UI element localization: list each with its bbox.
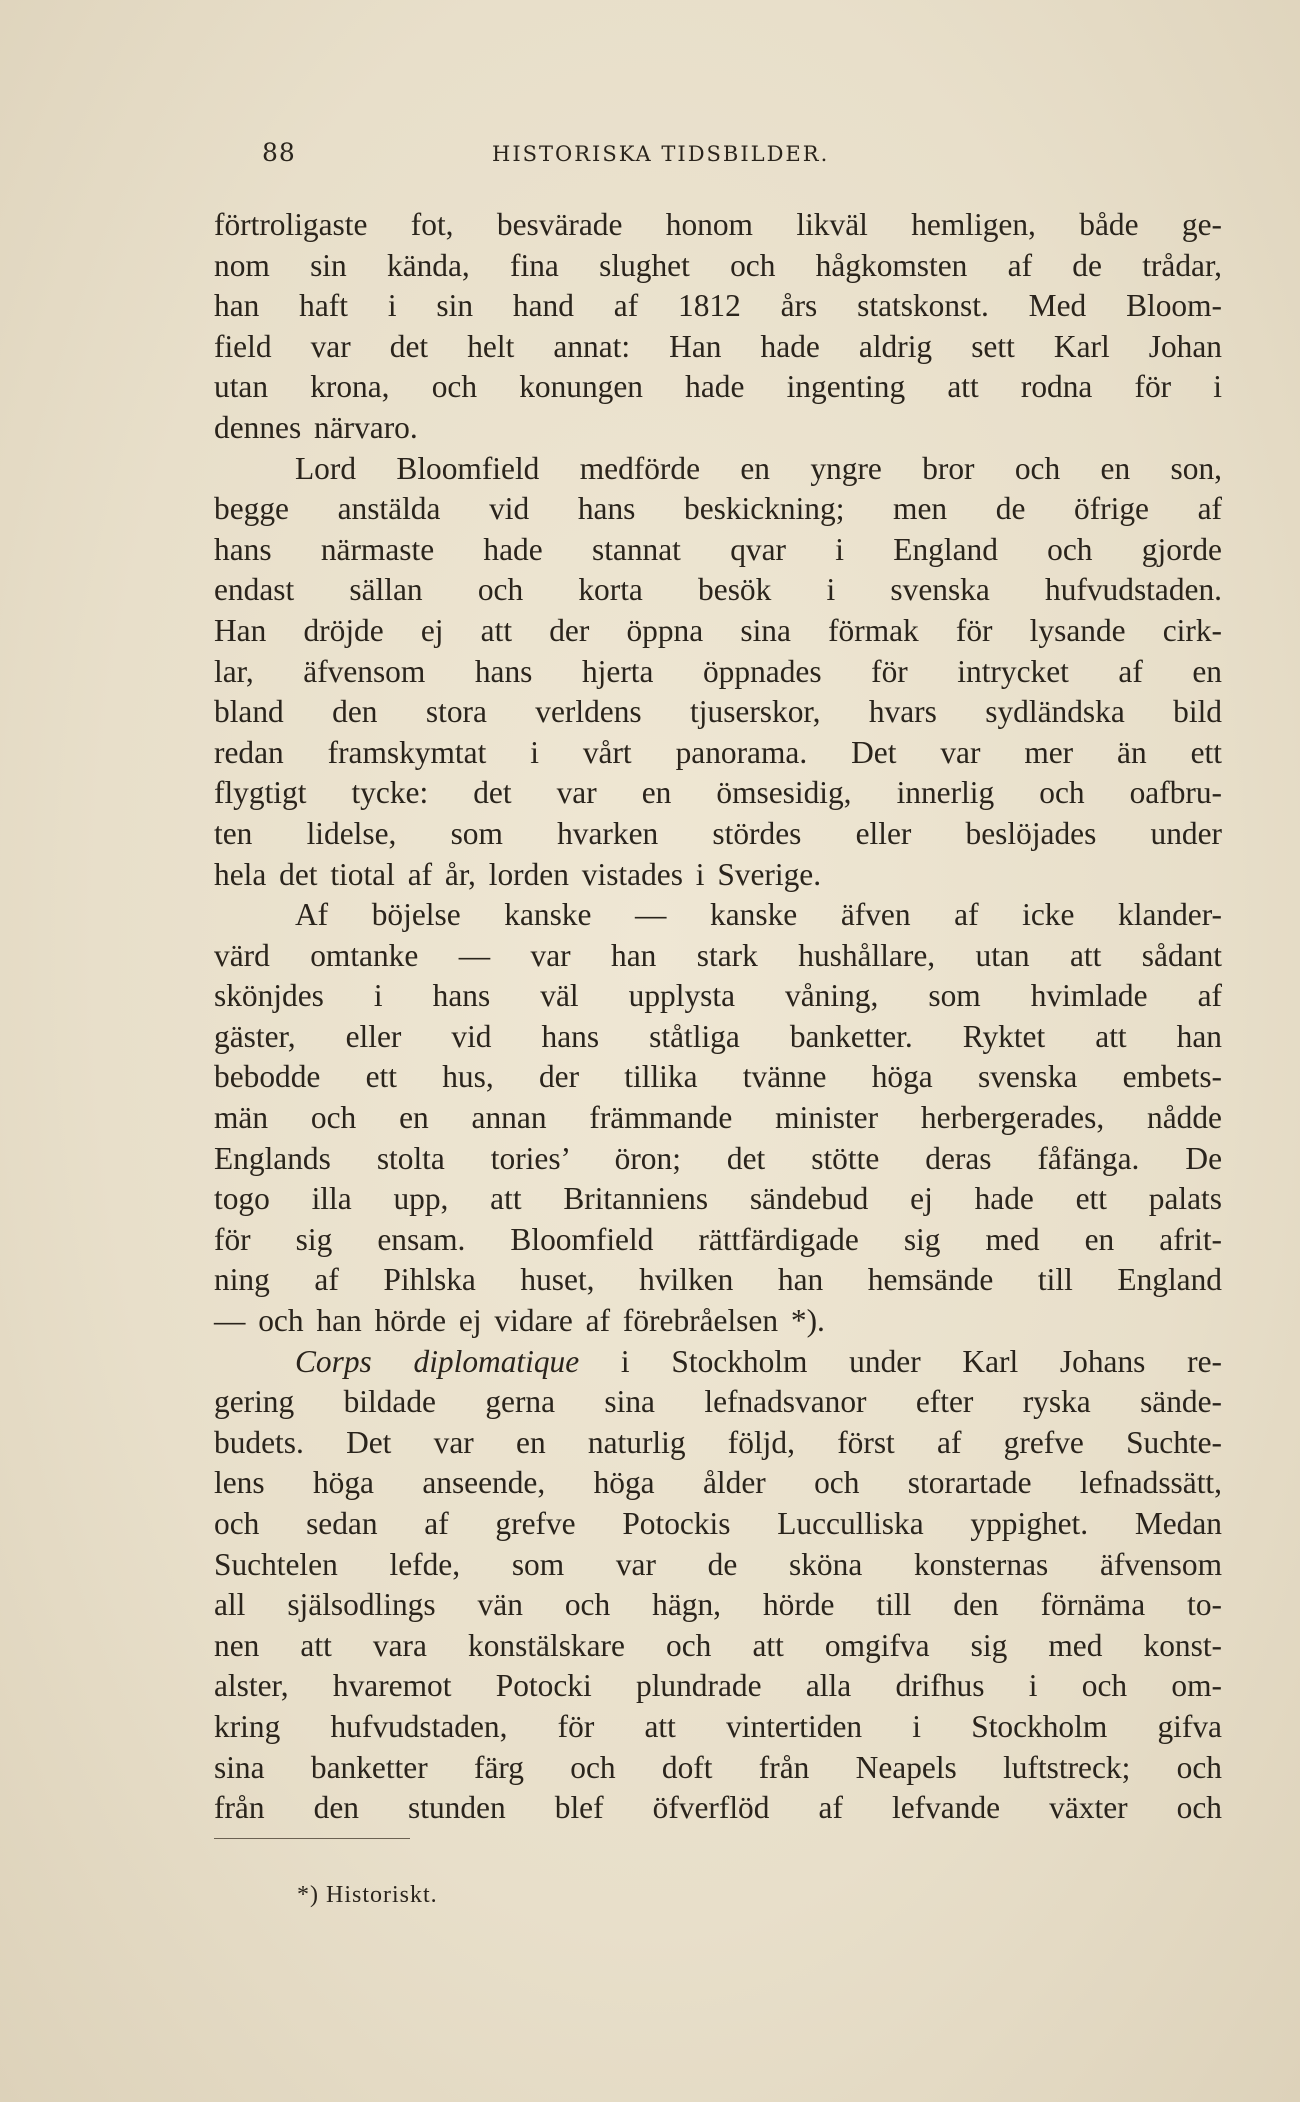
running-title: HISTORISKA TIDSBILDER. — [492, 142, 830, 166]
body-text — [214, 205, 1222, 1829]
text-line: för sig ensam. Bloomfield rättfärdigade sig med en afrit- — [214, 1221, 1222, 1257]
page-number: 88 — [262, 138, 296, 167]
text-line: field var det helt annat: Han hade aldrig sett Karl Johan — [214, 328, 1222, 364]
text-line: skönjdes i hans väl upplysta våning, som hvimlade af — [214, 978, 1222, 1014]
text-line: budets. Det var en naturlig följd, först af grefve Suchte- — [214, 1424, 1222, 1460]
text-line: flygtigt tycke: det var en ömsesidig, innerlig och oafbru- — [214, 775, 1222, 811]
footnote-rule — [214, 1838, 410, 1839]
text-line: endast sällan och korta besök i svenska hufvudstaden. — [214, 572, 1222, 608]
text-line: Suchtelen lefde, som var de sköna konsternas äfvensom — [214, 1546, 1222, 1582]
text-line — [214, 1342, 1222, 1383]
text-line: och sedan af grefve Potockis Lucculliska yppighet. Medan — [214, 1506, 1222, 1541]
text-line: gäster, eller vid hans ståtliga banketter. Ryktet att han — [214, 1018, 1222, 1054]
text-line: bebodde ett hus, der tillika tvänne höga svenska embets- — [214, 1059, 1222, 1095]
text-line: bland den stora verldens tjuserskor, hvars sydländska bild — [214, 694, 1222, 730]
text-line: Af böjelse kanske — kanske äfven af icke klander- — [295, 897, 1222, 933]
text-line: nom sin kända, fina slughet och hågkomsten af de trådar, — [214, 247, 1222, 283]
text-line: alster, hvaremot Potocki plundrade alla drifhus i och om- — [214, 1668, 1222, 1704]
text-line: — och han hörde ej vidare af förebråelsen *). — [214, 1303, 825, 1339]
text-line: sina banketter färg och doft från Neapels luftstreck; och — [214, 1749, 1222, 1785]
italic-phrase: Corps diplomatique — [295, 1343, 580, 1379]
footnote: *) Historiskt. — [297, 1882, 438, 1908]
text-line: redan framskymtat i vårt panorama. Det var mer än ett — [214, 734, 1222, 770]
text-line-rest: i Stockholm under Karl Johans re- — [579, 1343, 1222, 1379]
text-line: Lord Bloomfield medförde en yngre bror och en son, — [295, 450, 1222, 486]
text-line: ten lidelse, som hvarken stördes eller beslöjades under — [214, 815, 1222, 851]
text-line: förtroligaste fot, besvärade honom likväl hemligen, både ge- — [214, 207, 1222, 242]
text-line: ning af Pihlska huset, hvilken han hemsände till England — [214, 1262, 1222, 1298]
text-line: lens höga anseende, höga ålder och storartade lefnadssätt, — [214, 1465, 1222, 1501]
text-line: nen att vara konstälskare och att omgifva sig med konst- — [214, 1627, 1222, 1663]
text-line: män och en annan främmande minister herbergerades, nådde — [214, 1100, 1222, 1136]
text-line: togo illa upp, att Britanniens sändebud ej hade ett palats — [214, 1181, 1222, 1217]
text-line: utan krona, och konungen hade ingenting att rodna för i — [214, 369, 1222, 405]
text-line: gering bildade gerna sina lefnadsvanor efter ryska sände- — [214, 1384, 1222, 1420]
text-line: lar, äfvensom hans hjerta öppnades för intrycket af en — [214, 653, 1222, 689]
text-line: Han dröjde ej att der öppna sina förmak för lysande cirk- — [214, 612, 1222, 648]
text-line: han haft i sin hand af 1812 års statskonst. Med Bloom- — [214, 288, 1222, 324]
text-line: dennes närvaro. — [214, 409, 418, 445]
text-line: hans närmaste hade stannat qvar i England och gjorde — [214, 531, 1222, 567]
text-line: från den stunden blef öfverflöd af lefvande växter och — [214, 1790, 1222, 1826]
text-line: kring hufvudstaden, för att vintertiden i Stockholm gifva — [214, 1708, 1222, 1744]
text-line: all själsodlings vän och hägn, hörde till den förnäma to- — [214, 1587, 1222, 1623]
text-line: begge anstälda vid hans beskickning; men de öfrige af — [214, 491, 1222, 527]
text-line: hela det tiotal af år, lorden vistades i Sverige. — [214, 856, 822, 892]
page-header — [262, 138, 882, 168]
text-line: Englands stolta tories’ öron; det stötte deras fåfänga. De — [214, 1140, 1222, 1176]
text-line: värd omtanke — var han stark hushållare, utan att sådant — [214, 937, 1222, 973]
